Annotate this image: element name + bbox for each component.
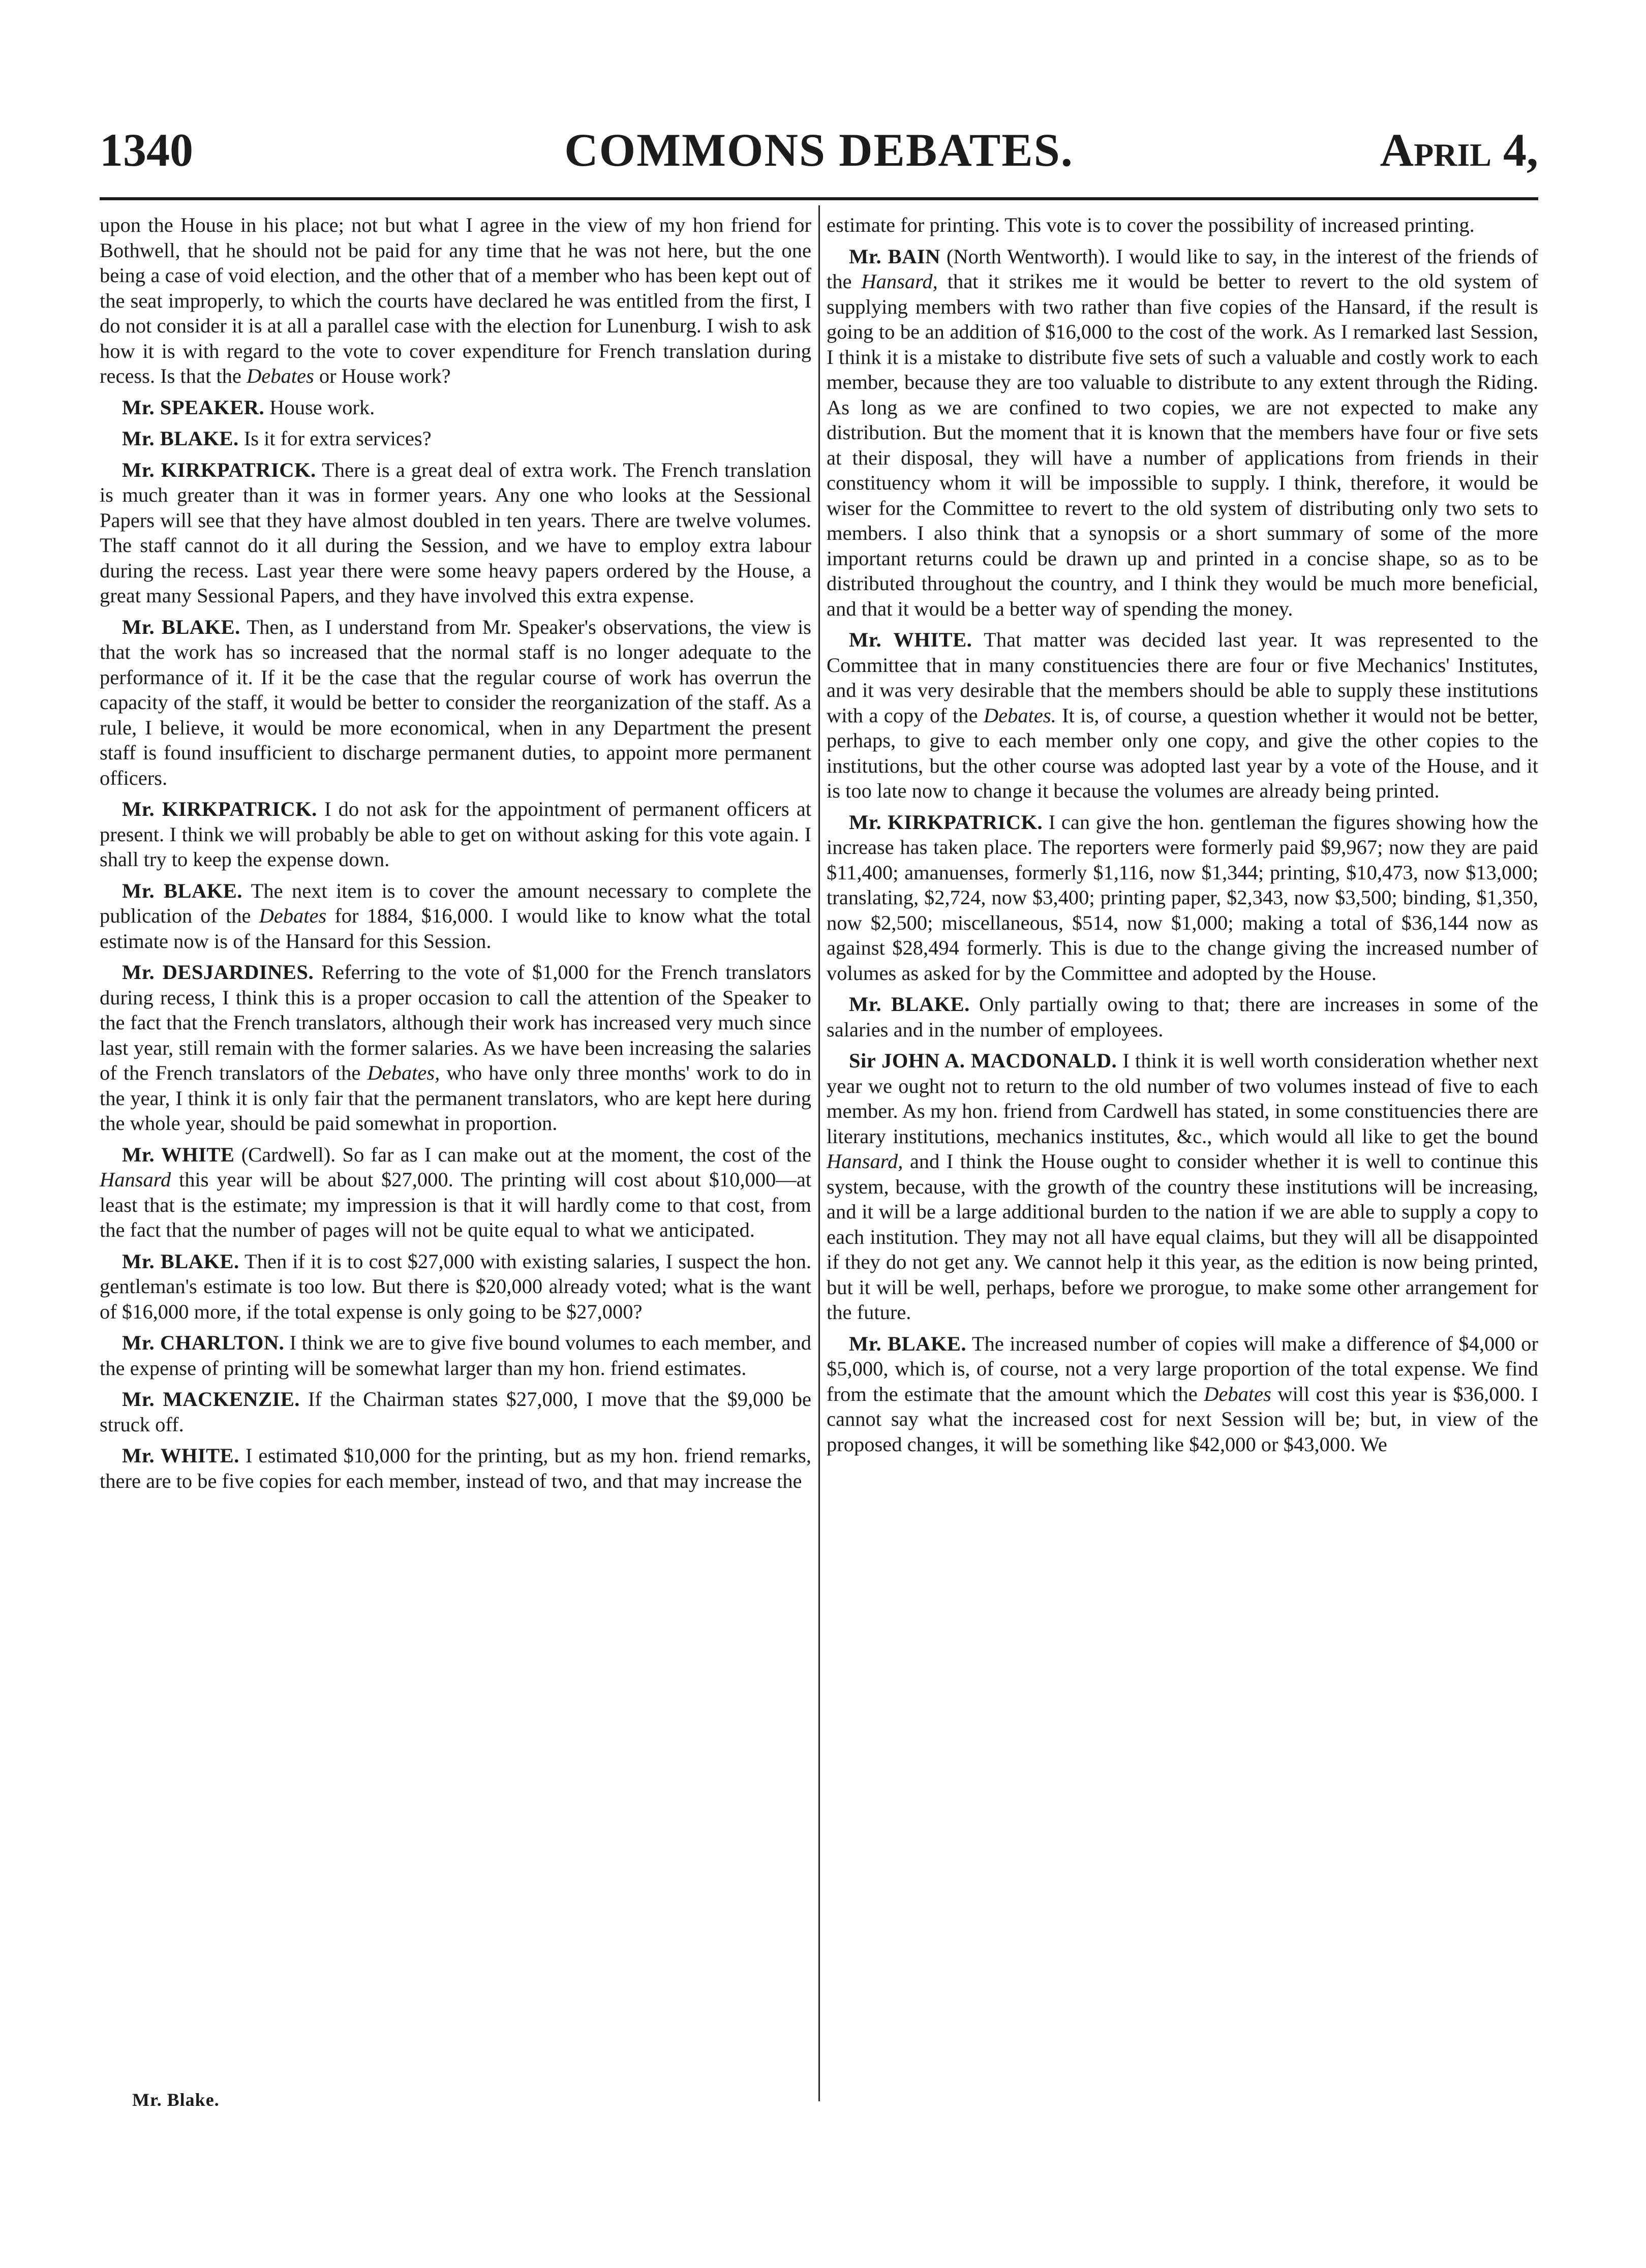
paragraph-text: or House work? — [314, 364, 451, 387]
paragraph-text: who have only three months' work to do in the year, I think it is only fair that the permanent translators, who are kept here during the whole year, should be paid somewhat in proportion. — [100, 1061, 811, 1135]
page-date: April 4, — [1380, 124, 1538, 176]
paragraph-text: There is a great deal of extra work. The French translation is much greater than it was in former years. Any one who looks at the Sessional Papers will see that they have almost doubled in ten years. There are twelve volumes. The staff cannot do it all during the Session, and we have to employ extra labour during the recess. Last year there were some heavy papers ordered by the House, a great many Sessional Papers, and they have involved this extra expense. — [100, 458, 811, 607]
italic-text: Debates. — [983, 703, 1056, 727]
paragraph-text: (North Wentworth). I would like to say, in the interest of the friends of the — [827, 244, 1538, 293]
paragraph-text: Is it for extra services? — [238, 427, 432, 450]
paragraph-text: Only partially owing to that; there are increases in some of the salaries and in the number of employees. — [827, 993, 1538, 1041]
speaker-name: Mr. MACKENZIE. — [122, 1388, 300, 1411]
paragraph — [100, 395, 811, 420]
speaker-name: Mr. KIRKPATRICK. — [122, 458, 316, 481]
paragraph — [827, 212, 1538, 238]
paragraph-text: upon the House in his place; not but what I agree in the view of my hon friend for Bothwell, that he should not be paid for any time that he was not here, but the one being a case of void election, and the other that of a member who has been kept out of the seat improperly, to which the courts have declared he was entitled from the first, I do not consider it is at all a parallel case with the election for Lunenburg. I wish to ask how it is with regard to the vote to cover expenditure for French translation during recess. Is that the — [100, 213, 811, 387]
paragraph-text: I do not ask for the appointment of permanent officers at present. I think we will probably be able to get on without asking for this vote again. I shall try to keep the expense down. — [100, 798, 811, 871]
paragraph-text: I think we are to give five bound volumes to each member, and the expense of printing will be somewhat larger than my hon. friend estimates. — [100, 1331, 811, 1380]
italic-text: Debates — [259, 904, 327, 927]
speaker-name: Mr. BLAKE. — [849, 993, 970, 1016]
speaker-name: Mr. BLAKE. — [122, 1249, 239, 1273]
paragraph — [100, 796, 811, 872]
italic-text: Hansard, — [861, 270, 938, 293]
paragraph — [100, 878, 811, 954]
right-column — [827, 212, 1538, 1463]
speaker-name: Mr. DESJARDINES. — [122, 961, 314, 984]
column-divider — [818, 205, 820, 2101]
paragraph-text: I can give the hon. gentleman the figures showing how the increase has taken place. The reporters were formerly paid $9,967; now they are paid $11,400; amanuenses, formerly $1,116, now $1,344; printing, $10,473, now $13,000; translating, $2,724, now $3,400; printing paper, $2,343, now $3,500; binding, $1,350, now $2,500; miscellaneous, $514, now $1,000; making a total of $36,144 now as against $28,494 formerly. This is due to the change giving the increased number of volumes as asked for by the Committee and adopted by the House. — [827, 810, 1538, 985]
page-header — [100, 122, 1538, 178]
speaker-name: Mr. BAIN — [849, 244, 940, 268]
paragraph — [827, 627, 1538, 804]
italic-text: Debates — [1204, 1382, 1271, 1405]
paragraph — [100, 457, 811, 608]
paragraph-text: and I think the House ought to consider whether it is well to continue this system, because, with the growth of the country these institutions will be increasing, and it will be a large additional burden to the nation if we are able to supply a copy to each institution. They may not all have equal claims, but they will all be disappointed if they do not get any. We cannot help it this year, as the edition is now being printed, but it will be well, perhaps, before we prorogue, to make some other arrangement for the future. — [827, 1150, 1538, 1324]
paragraph — [100, 960, 811, 1136]
speaker-name: Mr. BLAKE. — [122, 615, 240, 638]
speaker-name: Mr. WHITE. — [122, 1444, 239, 1467]
speaker-name: Mr. KIRKPATRICK. — [122, 798, 317, 820]
paragraph-text: (Cardwell). So far as I can make out at the moment, the cost of the — [234, 1143, 812, 1166]
italic-text: Debates — [247, 364, 314, 387]
speaker-name: Mr. BLAKE. — [849, 1332, 967, 1355]
paragraph — [827, 244, 1538, 622]
italic-text: Hansard, — [827, 1150, 903, 1173]
italic-text: Debates, — [367, 1061, 440, 1084]
paragraph — [100, 1330, 811, 1381]
page-title: COMMONS DEBATES. — [564, 124, 1074, 176]
speaker-name: Mr. WHITE — [122, 1143, 235, 1166]
paragraph — [827, 1331, 1538, 1457]
paragraph-text: that it strikes me it would be better to revert to the old system of supplying members with two rather than five copies of the Hansard, if the result is going to be an addition of $16,000 to the cost of the work. As I remarked last Session, I think it is a mistake to distribute five sets of such a valuable and costly work to each member, because they are too valuable to distribute to any extent through the Riding. As long as we are confined to two copies, we are not expected to make any distribution. But the moment that it is known that the members have four or five sets at their disposal, they will have a number of applications from friends in their constituency whom it will be impossible to supply. I think, therefore, it would be wiser for the Committee to revert to the old system of distributing only two sets to members. I also think that a synopsis or a short summary of some of the more important returns could be drawn up and printed in a concise shape, so as to be distributed throughout the country, and I think they would be much more beneficial, and that it would be a better way of spending the money. — [827, 270, 1538, 620]
paragraph-text: this year will be about $27,000. The printing will cost about $10,000—at least that is the estimate; my impression is that it will hardly come to that cost, from the fact that the number of pages will not be quite equal to what we anticipated. — [100, 1168, 811, 1241]
speaker-name: Mr. KIRKPATRICK. — [849, 810, 1043, 834]
paragraph — [100, 1249, 811, 1325]
paragraph — [100, 1142, 811, 1243]
speaker-name: Mr. BLAKE. — [122, 879, 242, 902]
paragraph-text: House work. — [264, 395, 375, 419]
paragraph-text: The increased number of copies will make a difference of $4,000 or $5,000, which is, of course, not a very large proportion of the total expense. We find from the estimate that the amount which the — [827, 1332, 1538, 1405]
paragraph-text: It is, of course, a question whether it would not be better, perhaps, to give to each member only one copy, and give the other copies to the institutions, but the other course was adopted last year by a vote of the House, and it is too late now to change it because the volumes are already being printed. — [827, 703, 1538, 802]
paragraph — [100, 426, 811, 451]
paragraph-text: Then if it is to cost $27,000 with existing salaries, I suspect the hon. gentleman's estimate is too low. But there is $20,000 already voted; what is the want of $16,000 more, if the total expense is only going to be $27,000? — [100, 1249, 811, 1323]
paragraph-text: If the Chairman states $27,000, I move that the $9,000 be struck off. — [100, 1388, 811, 1436]
catchword: Mr. Blake. — [132, 2090, 220, 2110]
speaker-name: Sir JOHN A. MACDONALD. — [849, 1049, 1117, 1072]
left-column — [100, 212, 811, 1499]
speaker-name: Mr. WHITE. — [849, 628, 972, 651]
paragraph-text: That matter was decided last year. It was represented to the Committee that in many constituencies there are four or five Mechanics' Institutes, and it was very desirable that the members should be able to supply these institutions with a copy of the — [827, 628, 1538, 727]
paragraph — [827, 1048, 1538, 1325]
paragraph — [100, 212, 811, 389]
paragraph-text: Referring to the vote of $1,000 for the French translators during recess, I think this is a proper occasion to call the attention of the Speaker to the fact that the French translators, although their work has increased very much since last year, still remain with the former salaries. As we have been increasing the salaries of the French translators of the — [100, 961, 812, 1084]
paragraph — [827, 810, 1538, 986]
paragraph-text: for 1884, $16,000. I would like to know what the total estimate now is of the Hansard for this Session. — [100, 904, 811, 953]
header-rule — [100, 197, 1538, 200]
page-number: 1340 — [100, 124, 193, 176]
paragraph-text: The next item is to cover the amount necessary to complete the publication of the — [100, 879, 811, 927]
paragraph-text: will cost this year is $36,000. I cannot say what the increased cost for next Session will be; but, in view of the proposed changes, it will be something like $42,000 or $43,000. We — [827, 1382, 1539, 1456]
paragraph-text: I think it is well worth consideration whether next year we ought not to return to the old number of two volumes instead of five to each member. As my hon. friend from Cardwell has stated, in some constituencies there are literary institutions, mechanics institutes, &c., which would all like to get the bound — [827, 1049, 1539, 1148]
paragraph — [827, 992, 1538, 1042]
speaker-name: Mr. CHARLTON. — [122, 1331, 285, 1354]
speaker-name: Mr. SPEAKER. — [122, 395, 265, 419]
paragraph-text: estimate for printing. This vote is to cover the possibility of increased printing. — [827, 213, 1475, 236]
speaker-name: Mr. BLAKE. — [122, 427, 239, 450]
paragraph — [100, 615, 811, 791]
paragraph — [100, 1443, 811, 1493]
paragraph-text: I estimated $10,000 for the printing, but as my hon. friend remarks, there are to be five copies for each member, instead of two, and that may increase the — [100, 1444, 811, 1492]
paragraph-text: Then, as I understand from Mr. Speaker's observations, the view is that the work has so increased that the normal staff is no longer adequate to the performance of it. If it be the case that the regular course of work has overrun the capacity of the staff, it would be better to consider the reorganization of the staff. As a rule, I believe, it would be more economical, when in any Department the present staff is found insufficient to discharge permanent duties, to appoint more permanent officers. — [100, 615, 811, 789]
paragraph — [100, 1387, 811, 1437]
italic-text: Hansard — [100, 1168, 171, 1191]
